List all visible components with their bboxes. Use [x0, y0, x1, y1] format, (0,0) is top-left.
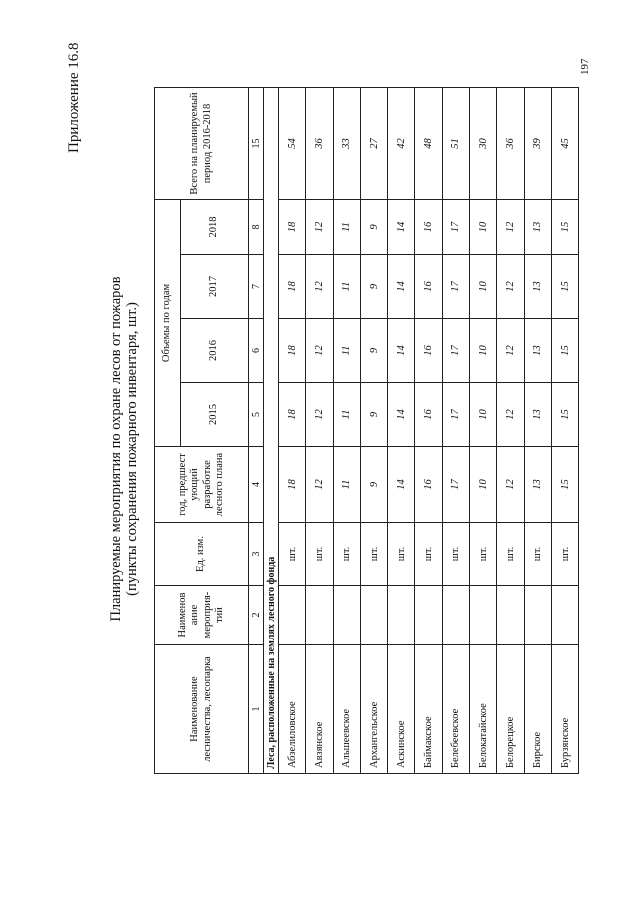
header-volumes-by-year: Объемы по годам [155, 199, 181, 446]
table-title: Планируемые мероприятия по охране лесов от пожаров [108, 276, 124, 622]
value-2016: 16 [415, 319, 442, 383]
previous-year-value: 12 [306, 447, 333, 523]
header-forestry-name: Наименование лесничества, лесопарка [155, 645, 249, 774]
value-2015: 12 [497, 383, 524, 447]
unit-cell: шт. [306, 523, 333, 586]
previous-year-value: 14 [388, 447, 415, 523]
table-row [551, 87, 578, 773]
table-row [442, 87, 469, 773]
value-2016: 11 [333, 319, 360, 383]
value-2016: 12 [497, 319, 524, 383]
unit-cell: шт. [333, 523, 360, 586]
event-cell [360, 586, 387, 645]
value-2017: 17 [442, 255, 469, 319]
column-number: 2 [249, 586, 264, 645]
event-cell [497, 586, 524, 645]
value-2017: 13 [524, 255, 551, 319]
header-year-2017: 2017 [181, 255, 249, 319]
forestry-name: Белебеевское [442, 645, 469, 774]
value-2017: 16 [415, 255, 442, 319]
table-subtitle: (пункты сохранения пожарного инвентаря, шт.) [124, 302, 140, 596]
value-2016: 9 [360, 319, 387, 383]
column-number: 3 [249, 523, 264, 586]
forestry-name: Альшеевское [333, 645, 360, 774]
section-row [264, 87, 279, 773]
column-number: 4 [249, 447, 264, 523]
header-year-2015: 2015 [181, 383, 249, 447]
value-2017: 11 [333, 255, 360, 319]
value-2018: 17 [442, 199, 469, 254]
table-row [360, 87, 387, 773]
value-2018: 18 [279, 199, 306, 254]
value-2018: 12 [306, 199, 333, 254]
fire-protection-table [154, 87, 579, 774]
total-value: 39 [524, 87, 551, 199]
table-row [524, 87, 551, 773]
unit-cell: шт. [524, 523, 551, 586]
previous-year-value: 9 [360, 447, 387, 523]
value-2016: 12 [306, 319, 333, 383]
value-2015: 15 [551, 383, 578, 447]
forestry-name: Бурзянское [551, 645, 578, 774]
total-value: 36 [497, 87, 524, 199]
event-cell [279, 586, 306, 645]
column-number: 7 [249, 255, 264, 319]
forestry-name: Архангельское [360, 645, 387, 774]
column-number: 15 [249, 87, 264, 199]
value-2017: 12 [497, 255, 524, 319]
forestry-name: Белорецкое [497, 645, 524, 774]
event-cell [442, 586, 469, 645]
value-2015: 13 [524, 383, 551, 447]
table-row [497, 87, 524, 773]
previous-year-value: 11 [333, 447, 360, 523]
value-2015: 10 [470, 383, 497, 447]
header-previous-year: год, предшест ующий разработке лесного плана [155, 447, 249, 523]
unit-cell: шт. [279, 523, 306, 586]
forestry-name: Баймакское [415, 645, 442, 774]
total-value: 30 [470, 87, 497, 199]
event-cell [470, 586, 497, 645]
column-number: 6 [249, 319, 264, 383]
event-cell [524, 586, 551, 645]
value-2015: 17 [442, 383, 469, 447]
value-2015: 11 [333, 383, 360, 447]
value-2017: 9 [360, 255, 387, 319]
value-2016: 10 [470, 319, 497, 383]
section-label: Леса, расположенные на землях лесного фонда [264, 87, 279, 773]
value-2015: 14 [388, 383, 415, 447]
value-2018: 11 [333, 199, 360, 254]
table-row [388, 87, 415, 773]
unit-cell: шт. [551, 523, 578, 586]
total-value: 48 [415, 87, 442, 199]
table-row [279, 87, 306, 773]
column-number: 8 [249, 199, 264, 254]
total-value: 36 [306, 87, 333, 199]
value-2018: 10 [470, 199, 497, 254]
header-year-2016: 2016 [181, 319, 249, 383]
table-row [306, 87, 333, 773]
header-total: Всего на планируемый период 2016-2018 [155, 87, 249, 199]
total-value: 27 [360, 87, 387, 199]
value-2015: 18 [279, 383, 306, 447]
unit-cell: шт. [497, 523, 524, 586]
total-value: 54 [279, 87, 306, 199]
previous-year-value: 13 [524, 447, 551, 523]
value-2016: 14 [388, 319, 415, 383]
header-year-2018: 2018 [181, 199, 249, 254]
appendix-label: Приложение 16.8 [66, 42, 82, 153]
total-value: 42 [388, 87, 415, 199]
previous-year-value: 16 [415, 447, 442, 523]
value-2015: 16 [415, 383, 442, 447]
value-2016: 13 [524, 319, 551, 383]
unit-cell: шт. [360, 523, 387, 586]
event-cell [415, 586, 442, 645]
value-2018: 12 [497, 199, 524, 254]
previous-year-value: 12 [497, 447, 524, 523]
column-number-row [249, 87, 264, 773]
value-2017: 18 [279, 255, 306, 319]
forestry-name: Белокатайское [470, 645, 497, 774]
value-2016: 17 [442, 319, 469, 383]
value-2018: 9 [360, 199, 387, 254]
value-2018: 13 [524, 199, 551, 254]
total-value: 33 [333, 87, 360, 199]
value-2015: 12 [306, 383, 333, 447]
previous-year-value: 15 [551, 447, 578, 523]
unit-cell: шт. [415, 523, 442, 586]
event-cell [333, 586, 360, 645]
table-row [415, 87, 442, 773]
value-2018: 16 [415, 199, 442, 254]
header-unit: Ед. изм. [155, 523, 249, 586]
value-2018: 15 [551, 199, 578, 254]
forestry-name: Авзянское [306, 645, 333, 774]
forestry-name: Аскинское [388, 645, 415, 774]
table-row [470, 87, 497, 773]
total-value: 45 [551, 87, 578, 199]
previous-year-value: 18 [279, 447, 306, 523]
unit-cell: шт. [388, 523, 415, 586]
event-cell [551, 586, 578, 645]
column-number: 1 [249, 645, 264, 774]
previous-year-value: 17 [442, 447, 469, 523]
value-2015: 9 [360, 383, 387, 447]
forestry-name: Абзелиловское [279, 645, 306, 774]
event-cell [388, 586, 415, 645]
header-event-name: Наименов ание мероприя- тий [155, 586, 249, 645]
unit-cell: шт. [442, 523, 469, 586]
value-2017: 15 [551, 255, 578, 319]
value-2016: 18 [279, 319, 306, 383]
value-2018: 14 [388, 199, 415, 254]
previous-year-value: 10 [470, 447, 497, 523]
unit-cell: шт. [470, 523, 497, 586]
value-2017: 12 [306, 255, 333, 319]
page-number: 197 [579, 58, 591, 75]
forestry-name: Бирское [524, 645, 551, 774]
value-2017: 10 [470, 255, 497, 319]
table-row [333, 87, 360, 773]
value-2016: 15 [551, 319, 578, 383]
total-value: 51 [442, 87, 469, 199]
column-number: 5 [249, 383, 264, 447]
event-cell [306, 586, 333, 645]
value-2017: 14 [388, 255, 415, 319]
